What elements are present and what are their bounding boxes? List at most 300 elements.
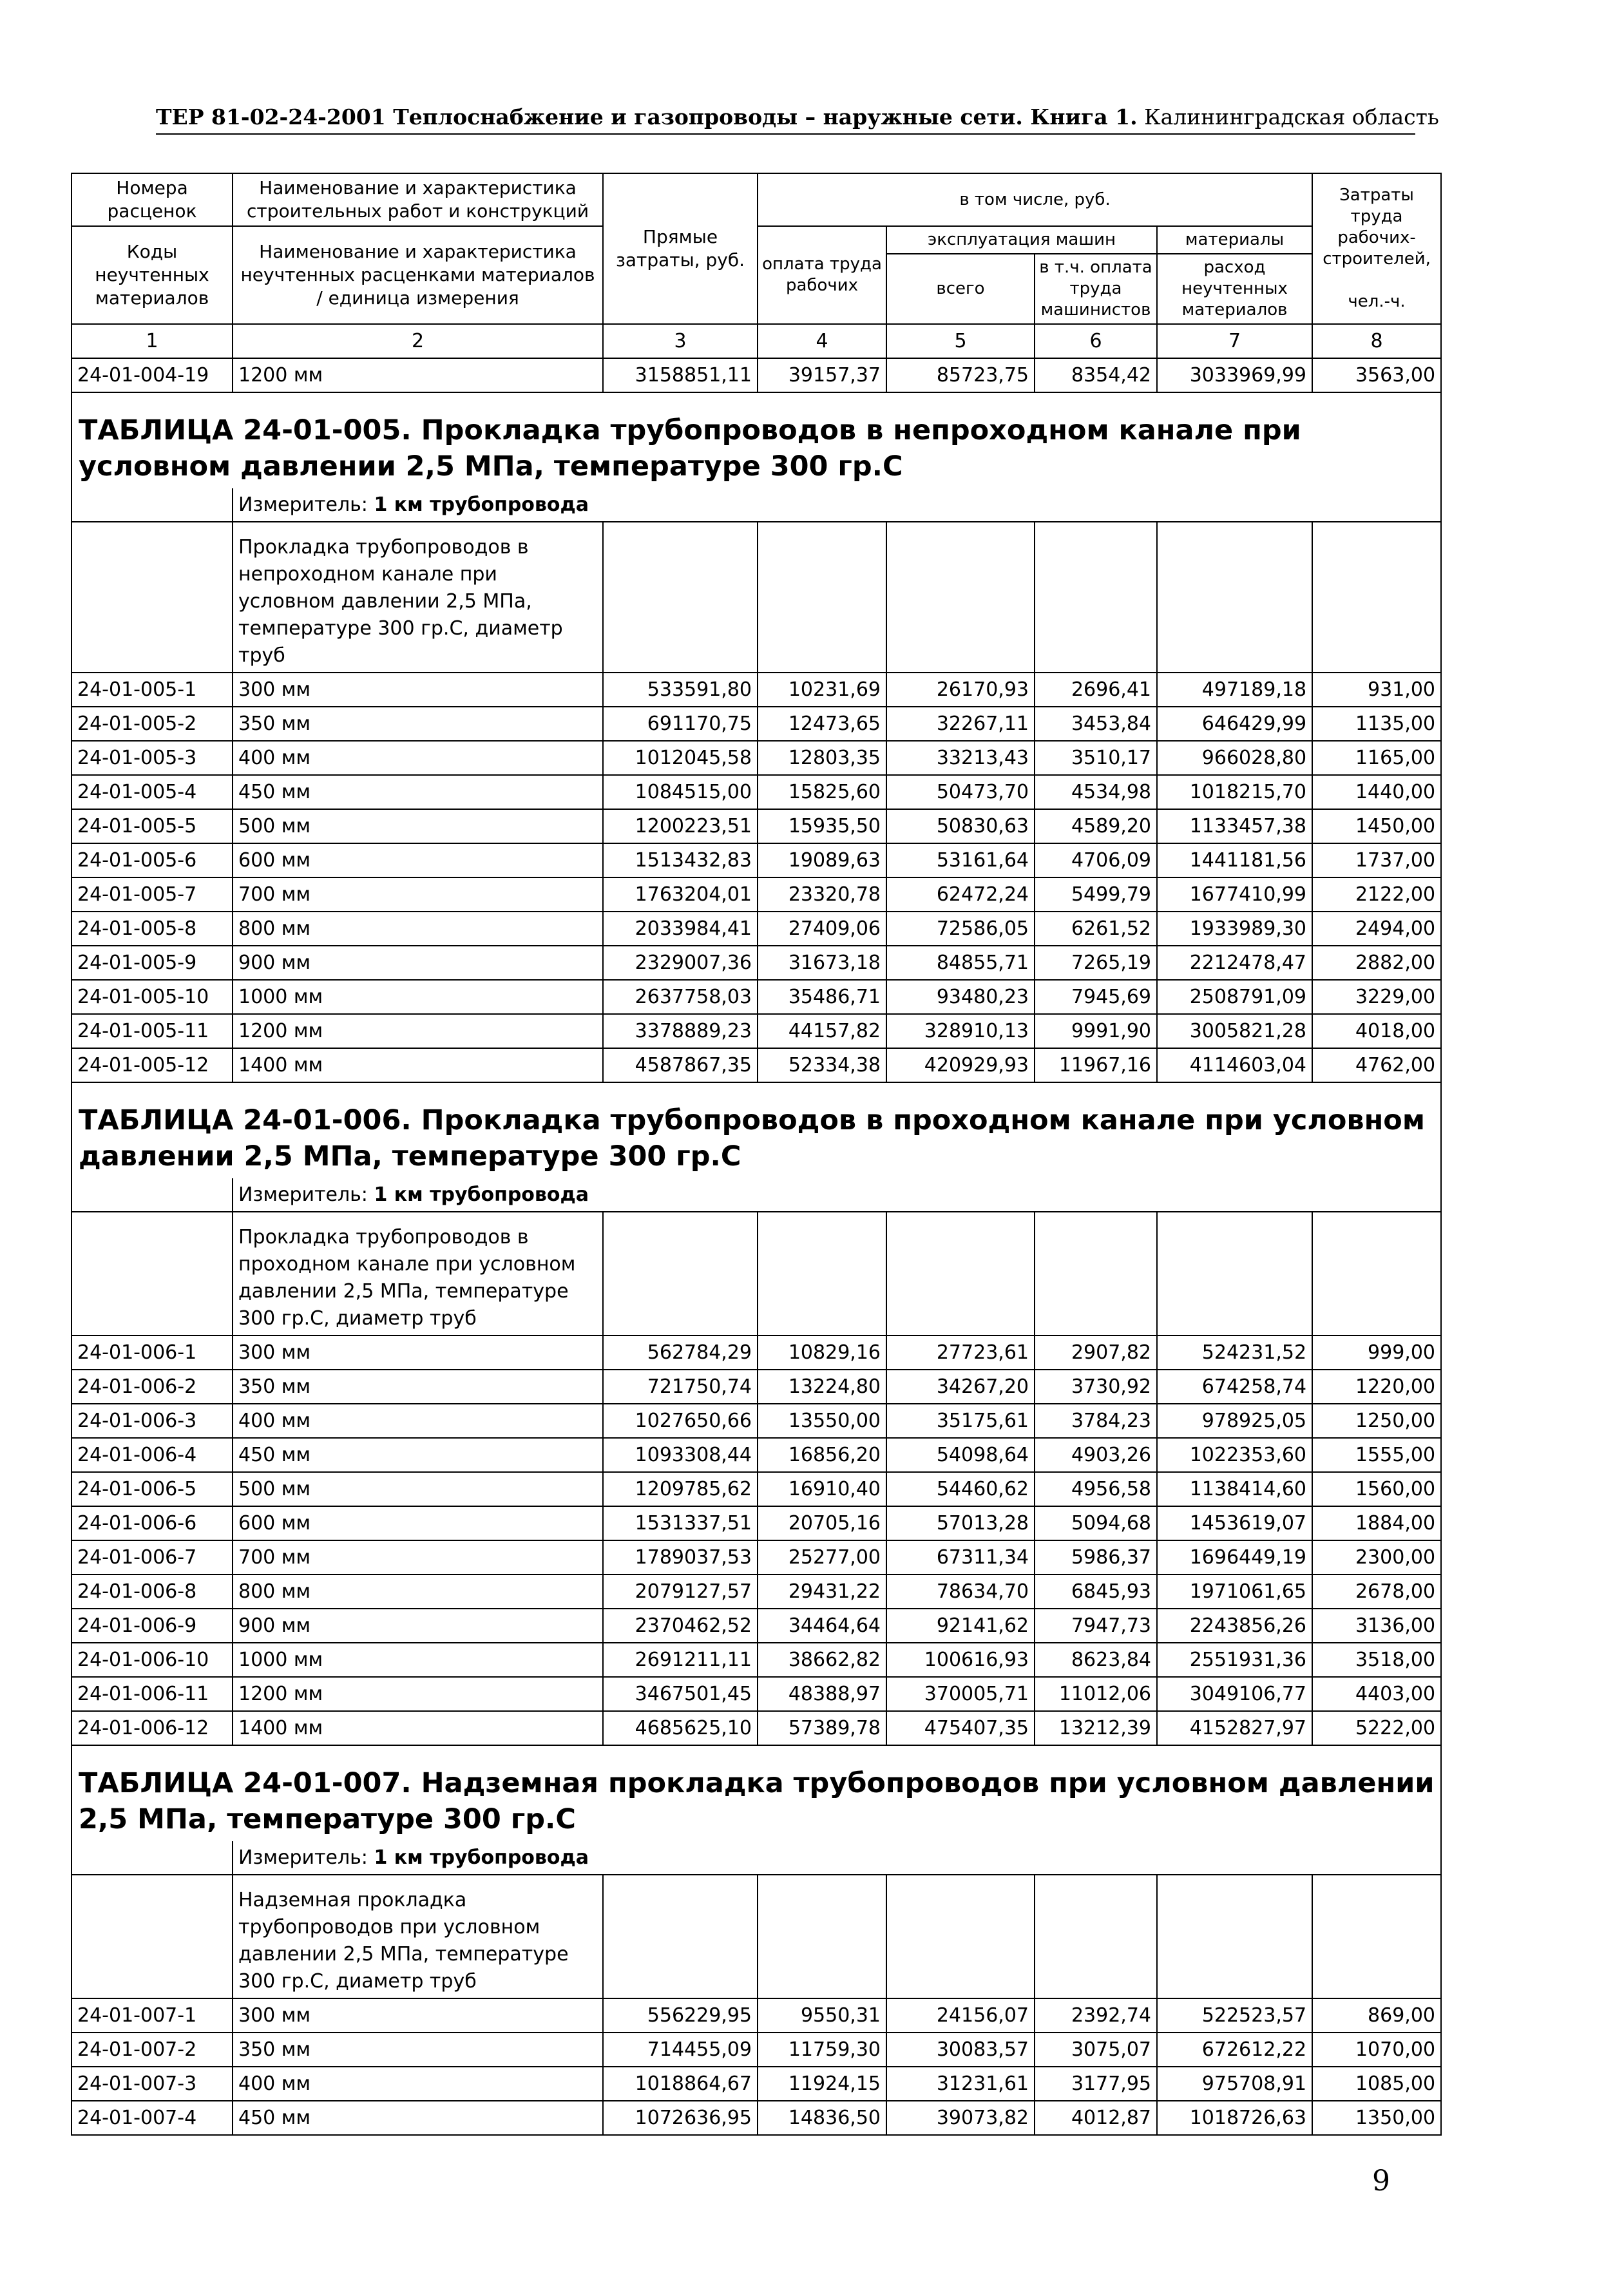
direct-cost: 556229,95: [603, 1998, 758, 2033]
table-row: [72, 1404, 1441, 1438]
rate-code: 24-01-006-11: [72, 1677, 233, 1711]
rate-code: 24-01-005-2: [72, 707, 233, 741]
machines-total: 84855,71: [886, 946, 1035, 980]
direct-cost: 2691211,11: [603, 1643, 758, 1677]
table-row: [72, 1014, 1441, 1048]
column-number: 4: [758, 324, 886, 358]
worker-pay: 52334,38: [758, 1048, 886, 1082]
labor-hours: 931,00: [1312, 673, 1441, 707]
col4-header: оплата труда рабочих: [758, 226, 886, 324]
operator-pay: 7945,69: [1035, 980, 1157, 1014]
header-row-1: [72, 173, 1441, 226]
machines-total: 93480,23: [886, 980, 1035, 1014]
rate-code: 24-01-006-3: [72, 1404, 233, 1438]
worker-pay: 38662,82: [758, 1643, 886, 1677]
section-description: Прокладка трубопроводов в непроходном канале при условном давлении 2,5 МПа, температуре 300 гр.С, диаметр труб: [233, 522, 603, 673]
labor-hours: 3563,00: [1312, 358, 1441, 392]
labor-hours: 2300,00: [1312, 1540, 1441, 1574]
rate-name: 1000 мм: [233, 1643, 603, 1677]
machines-total: 370005,71: [886, 1677, 1035, 1711]
worker-pay: 16856,20: [758, 1438, 886, 1472]
column-number: 6: [1035, 324, 1157, 358]
empty-cell: [758, 1212, 886, 1335]
rate-name: 500 мм: [233, 1472, 603, 1506]
operator-pay: 4534,98: [1035, 775, 1157, 809]
table-row: [72, 1048, 1441, 1082]
rate-name: 450 мм: [233, 2101, 603, 2135]
table-row: [72, 1370, 1441, 1404]
table-row: [72, 673, 1441, 707]
table-row: [72, 1643, 1441, 1677]
table-row: [72, 1677, 1441, 1711]
labor-hours: 2122,00: [1312, 877, 1441, 912]
rate-code: 24-01-006-8: [72, 1574, 233, 1609]
direct-cost: 1018864,67: [603, 2067, 758, 2101]
description-row: [72, 1875, 1441, 1998]
machines-total: 328910,13: [886, 1014, 1035, 1048]
meter-row: [72, 1841, 1441, 1875]
rate-name: 700 мм: [233, 1540, 603, 1574]
rate-code: 24-01-005-8: [72, 912, 233, 946]
table-row: [72, 2033, 1441, 2067]
direct-cost: 1513432,83: [603, 843, 758, 877]
labor-hours: 999,00: [1312, 1335, 1441, 1370]
labor-hours: 4018,00: [1312, 1014, 1441, 1048]
materials-cost: 1018215,70: [1157, 775, 1312, 809]
col3-header: Прямые затраты, руб.: [603, 173, 758, 324]
column-number: 3: [603, 324, 758, 358]
machines-total: 54098,64: [886, 1438, 1035, 1472]
materials-cost: 978925,05: [1157, 1404, 1312, 1438]
meter-label: Измеритель:: [238, 1846, 368, 1869]
table-row: [72, 843, 1441, 877]
materials-cost: 497189,18: [1157, 673, 1312, 707]
machines-total: 72586,05: [886, 912, 1035, 946]
rate-code: 24-01-006-6: [72, 1506, 233, 1540]
operator-pay: 7947,73: [1035, 1609, 1157, 1643]
table-row: [72, 1335, 1441, 1370]
direct-cost: 3467501,45: [603, 1677, 758, 1711]
rate-code: 24-01-007-4: [72, 2101, 233, 2135]
table-row: [72, 946, 1441, 980]
meter-row: [72, 488, 1441, 522]
labor-hours: 869,00: [1312, 1998, 1441, 2033]
worker-pay: 12473,65: [758, 707, 886, 741]
operator-pay: 6261,52: [1035, 912, 1157, 946]
direct-cost: 1531337,51: [603, 1506, 758, 1540]
operator-pay: 8623,84: [1035, 1643, 1157, 1677]
rate-name: 300 мм: [233, 673, 603, 707]
rates-table: [71, 173, 1442, 2136]
empty-cell: [1035, 1875, 1157, 1998]
materials-cost: 1453619,07: [1157, 1506, 1312, 1540]
header-title: ТЕР 81-02-24-2001 Теплоснабжение и газопроводы – наружные сети. Книга 1.: [156, 104, 1138, 129]
worker-pay: 10231,69: [758, 673, 886, 707]
table-row: [72, 1574, 1441, 1609]
rate-name: 700 мм: [233, 877, 603, 912]
materials-cost: 524231,52: [1157, 1335, 1312, 1370]
table-row: [72, 1998, 1441, 2033]
table-row: [72, 707, 1441, 741]
worker-pay: 39157,37: [758, 358, 886, 392]
empty-cell: [886, 522, 1035, 673]
worker-pay: 44157,82: [758, 1014, 886, 1048]
labor-hours: 5222,00: [1312, 1711, 1441, 1745]
running-header: [156, 104, 1439, 135]
rate-name: 1000 мм: [233, 980, 603, 1014]
operator-pay: 6845,93: [1035, 1574, 1157, 1609]
direct-cost: 1027650,66: [603, 1404, 758, 1438]
empty-cell: [758, 522, 886, 673]
meter-label: Измеритель:: [238, 493, 368, 516]
direct-cost: 2329007,36: [603, 946, 758, 980]
labor-hours: 1884,00: [1312, 1506, 1441, 1540]
rate-name: 300 мм: [233, 1998, 603, 2033]
table-row: [72, 2067, 1441, 2101]
labor-hours: 1165,00: [1312, 741, 1441, 775]
col8-header-b: чел.-ч.: [1348, 292, 1406, 311]
section-title-row: [72, 1745, 1441, 1841]
materials-cost: 3033969,99: [1157, 358, 1312, 392]
page-number: 9: [1372, 2165, 1390, 2197]
empty-cell: [1312, 522, 1441, 673]
worker-pay: 11759,30: [758, 2033, 886, 2067]
column-number: 1: [72, 324, 233, 358]
rate-name: 600 мм: [233, 843, 603, 877]
rate-code: 24-01-007-1: [72, 1998, 233, 2033]
materials-cost: 646429,99: [1157, 707, 1312, 741]
rate-name: 400 мм: [233, 741, 603, 775]
operator-pay: 2696,41: [1035, 673, 1157, 707]
materials-header: материалы: [1157, 226, 1312, 254]
machines-total: 67311,34: [886, 1540, 1035, 1574]
col7-header: расход неучтенных материалов: [1157, 254, 1312, 324]
direct-cost: 2079127,57: [603, 1574, 758, 1609]
rate-name: 1200 мм: [233, 358, 603, 392]
labor-hours: 1350,00: [1312, 2101, 1441, 2135]
rate-name: 400 мм: [233, 2067, 603, 2101]
meter-value: 1 км трубопровода: [374, 1183, 589, 1206]
materials-cost: 4114603,04: [1157, 1048, 1312, 1082]
labor-hours: 3229,00: [1312, 980, 1441, 1014]
machines-total: 39073,82: [886, 2101, 1035, 2135]
direct-cost: 721750,74: [603, 1370, 758, 1404]
labor-hours: 4762,00: [1312, 1048, 1441, 1082]
rate-code: 24-01-005-9: [72, 946, 233, 980]
machines-total: 85723,75: [886, 358, 1035, 392]
worker-pay: 13550,00: [758, 1404, 886, 1438]
worker-pay: 10829,16: [758, 1335, 886, 1370]
rate-name: 350 мм: [233, 1370, 603, 1404]
operator-pay: 13212,39: [1035, 1711, 1157, 1745]
worker-pay: 35486,71: [758, 980, 886, 1014]
operator-pay: 4956,58: [1035, 1472, 1157, 1506]
labor-hours: 3518,00: [1312, 1643, 1441, 1677]
meter-spacer: [72, 1178, 233, 1212]
operator-pay: 4012,87: [1035, 2101, 1157, 2135]
col1-header-top: Номера расценок: [72, 173, 233, 226]
machines-total: 31231,61: [886, 2067, 1035, 2101]
machines-total: 100616,93: [886, 1643, 1035, 1677]
rate-code: 24-01-006-12: [72, 1711, 233, 1745]
worker-pay: 13224,80: [758, 1370, 886, 1404]
materials-cost: 1696449,19: [1157, 1540, 1312, 1574]
meter-line: [233, 1841, 1441, 1875]
machines-total: 475407,35: [886, 1711, 1035, 1745]
rate-code: 24-01-006-9: [72, 1609, 233, 1643]
rate-code: 24-01-006-7: [72, 1540, 233, 1574]
direct-cost: 1084515,00: [603, 775, 758, 809]
machines-total: 62472,24: [886, 877, 1035, 912]
section-title-row: [72, 1082, 1441, 1178]
materials-cost: 1133457,38: [1157, 809, 1312, 843]
labor-hours: 1555,00: [1312, 1438, 1441, 1472]
rate-name: 1400 мм: [233, 1048, 603, 1082]
meter-value: 1 км трубопровода: [374, 493, 589, 516]
rate-code: 24-01-005-3: [72, 741, 233, 775]
empty-cell: [72, 1875, 233, 1998]
materials-cost: 672612,22: [1157, 2033, 1312, 2067]
materials-cost: 1441181,56: [1157, 843, 1312, 877]
direct-cost: 3378889,23: [603, 1014, 758, 1048]
operator-pay: 4589,20: [1035, 809, 1157, 843]
operator-pay: 3730,92: [1035, 1370, 1157, 1404]
table-row: [72, 1506, 1441, 1540]
operator-pay: 5094,68: [1035, 1506, 1157, 1540]
column-number: 7: [1157, 324, 1312, 358]
table-row: [72, 358, 1441, 392]
machines-total: 92141,62: [886, 1609, 1035, 1643]
column-numbers-row: [72, 324, 1441, 358]
empty-cell: [1035, 522, 1157, 673]
section-title: ТАБЛИЦА 24-01-006. Прокладка трубопроводов в проходном канале при условном давлении 2,5 МПа, температуре 300 гр.С: [72, 1082, 1441, 1178]
empty-cell: [1035, 1212, 1157, 1335]
machines-total: 420929,93: [886, 1048, 1035, 1082]
machines-total: 33213,43: [886, 741, 1035, 775]
rate-name: 1200 мм: [233, 1014, 603, 1048]
worker-pay: 11924,15: [758, 2067, 886, 2101]
section-title: ТАБЛИЦА 24-01-007. Надземная прокладка трубопроводов при условном давлении 2,5 МПа, температуре 300 гр.С: [72, 1745, 1441, 1841]
direct-cost: 2033984,41: [603, 912, 758, 946]
rate-code: 24-01-005-7: [72, 877, 233, 912]
direct-cost: 1012045,58: [603, 741, 758, 775]
machines-total: 50830,63: [886, 809, 1035, 843]
empty-cell: [1157, 1875, 1312, 1998]
materials-cost: 1971061,65: [1157, 1574, 1312, 1609]
col1-header-bottom: Коды неучтенных материалов: [72, 226, 233, 324]
direct-cost: 1200223,51: [603, 809, 758, 843]
labor-hours: 4403,00: [1312, 1677, 1441, 1711]
materials-cost: 674258,74: [1157, 1370, 1312, 1404]
materials-cost: 3049106,77: [1157, 1677, 1312, 1711]
labor-hours: 1560,00: [1312, 1472, 1441, 1506]
machines-total: 27723,61: [886, 1335, 1035, 1370]
rate-code: 24-01-005-1: [72, 673, 233, 707]
rate-name: 600 мм: [233, 1506, 603, 1540]
labor-hours: 1085,00: [1312, 2067, 1441, 2101]
meter-spacer: [72, 1841, 233, 1875]
rate-code: 24-01-005-5: [72, 809, 233, 843]
section-title: ТАБЛИЦА 24-01-005. Прокладка трубопроводов в непроходном канале при условном давлении 2,5 МПа, температуре 300 гр.С: [72, 392, 1441, 488]
table-row: [72, 775, 1441, 809]
rate-name: 800 мм: [233, 1574, 603, 1609]
direct-cost: 533591,80: [603, 673, 758, 707]
rate-name: 350 мм: [233, 2033, 603, 2067]
worker-pay: 31673,18: [758, 946, 886, 980]
table-row: [72, 741, 1441, 775]
machines-total: 30083,57: [886, 2033, 1035, 2067]
labor-hours: 2882,00: [1312, 946, 1441, 980]
direct-cost: 1789037,53: [603, 1540, 758, 1574]
rate-code: 24-01-005-10: [72, 980, 233, 1014]
rate-name: 450 мм: [233, 1438, 603, 1472]
operator-pay: 3177,95: [1035, 2067, 1157, 2101]
operator-pay: 4903,26: [1035, 1438, 1157, 1472]
empty-cell: [758, 1875, 886, 1998]
labor-hours: 1440,00: [1312, 775, 1441, 809]
machines-total: 26170,93: [886, 673, 1035, 707]
table-row: [72, 809, 1441, 843]
materials-cost: 2243856,26: [1157, 1609, 1312, 1643]
rate-name: 800 мм: [233, 912, 603, 946]
direct-cost: 714455,09: [603, 2033, 758, 2067]
description-row: [72, 522, 1441, 673]
table-row: [72, 1609, 1441, 1643]
materials-cost: 1677410,99: [1157, 877, 1312, 912]
table-row: [72, 1438, 1441, 1472]
rate-code: 24-01-007-3: [72, 2067, 233, 2101]
operator-pay: 3784,23: [1035, 1404, 1157, 1438]
operator-pay: 5986,37: [1035, 1540, 1157, 1574]
operator-pay: 11012,06: [1035, 1677, 1157, 1711]
worker-pay: 23320,78: [758, 877, 886, 912]
rate-code: 24-01-006-1: [72, 1335, 233, 1370]
header-region: Калининградская область: [1144, 104, 1439, 129]
col6-header: в т.ч. оплата труда машинистов: [1035, 254, 1157, 324]
operator-pay: 2907,82: [1035, 1335, 1157, 1370]
rate-name: 500 мм: [233, 809, 603, 843]
col2-header-bottom: Наименование и характеристика неучтенных расценками материалов / единица измерения: [233, 226, 603, 324]
labor-hours: 3136,00: [1312, 1609, 1441, 1643]
table-row: [72, 1711, 1441, 1745]
materials-cost: 3005821,28: [1157, 1014, 1312, 1048]
meter-value: 1 км трубопровода: [374, 1846, 589, 1869]
operator-pay: 11967,16: [1035, 1048, 1157, 1082]
materials-cost: 975708,91: [1157, 2067, 1312, 2101]
rate-code: 24-01-004-19: [72, 358, 233, 392]
machines-total: 32267,11: [886, 707, 1035, 741]
labor-hours: 2678,00: [1312, 1574, 1441, 1609]
column-number: 2: [233, 324, 603, 358]
materials-cost: 1022353,60: [1157, 1438, 1312, 1472]
section-title-row: [72, 392, 1441, 488]
empty-cell: [603, 1875, 758, 1998]
rates-table-body: [72, 173, 1441, 2135]
rate-code: 24-01-005-11: [72, 1014, 233, 1048]
rate-code: 24-01-006-2: [72, 1370, 233, 1404]
direct-cost: 1763204,01: [603, 877, 758, 912]
rate-code: 24-01-005-4: [72, 775, 233, 809]
rate-code: 24-01-007-2: [72, 2033, 233, 2067]
direct-cost: 4685625,10: [603, 1711, 758, 1745]
operator-pay: 8354,42: [1035, 358, 1157, 392]
rate-name: 900 мм: [233, 1609, 603, 1643]
empty-cell: [1312, 1212, 1441, 1335]
column-number: 5: [886, 324, 1035, 358]
empty-cell: [1157, 1212, 1312, 1335]
worker-pay: 57389,78: [758, 1711, 886, 1745]
table-row: [72, 877, 1441, 912]
rate-name: 350 мм: [233, 707, 603, 741]
direct-cost: 3158851,11: [603, 358, 758, 392]
rate-name: 450 мм: [233, 775, 603, 809]
empty-cell: [886, 1212, 1035, 1335]
col2-header-top: Наименование и характеристика строительных работ и конструкций: [233, 173, 603, 226]
worker-pay: 25277,00: [758, 1540, 886, 1574]
rate-code: 24-01-005-12: [72, 1048, 233, 1082]
section-description: Прокладка трубопроводов в проходном канале при условном давлении 2,5 МПа, температуре 300 гр.С, диаметр труб: [233, 1212, 603, 1335]
operator-pay: 5499,79: [1035, 877, 1157, 912]
worker-pay: 16910,40: [758, 1472, 886, 1506]
materials-cost: 2551931,36: [1157, 1643, 1312, 1677]
worker-pay: 12803,35: [758, 741, 886, 775]
rate-code: 24-01-006-10: [72, 1643, 233, 1677]
direct-cost: 562784,29: [603, 1335, 758, 1370]
empty-cell: [72, 522, 233, 673]
machines-total: 53161,64: [886, 843, 1035, 877]
worker-pay: 34464,64: [758, 1609, 886, 1643]
labor-hours: 1070,00: [1312, 2033, 1441, 2067]
machines-total: 34267,20: [886, 1370, 1035, 1404]
materials-cost: 1018726,63: [1157, 2101, 1312, 2135]
machines-total: 78634,70: [886, 1574, 1035, 1609]
meter-line: [233, 488, 1441, 522]
worker-pay: 15935,50: [758, 809, 886, 843]
direct-cost: 2637758,03: [603, 980, 758, 1014]
col8-header: [1312, 173, 1441, 324]
labor-hours: 1250,00: [1312, 1404, 1441, 1438]
table-row: [72, 912, 1441, 946]
empty-cell: [886, 1875, 1035, 1998]
direct-cost: 2370462,52: [603, 1609, 758, 1643]
labor-hours: 1220,00: [1312, 1370, 1441, 1404]
empty-cell: [1312, 1875, 1441, 1998]
machines-total: 24156,07: [886, 1998, 1035, 2033]
direct-cost: 1093308,44: [603, 1438, 758, 1472]
materials-cost: 1933989,30: [1157, 912, 1312, 946]
materials-cost: 966028,80: [1157, 741, 1312, 775]
meter-spacer: [72, 488, 233, 522]
operator-pay: 4706,09: [1035, 843, 1157, 877]
worker-pay: 48388,97: [758, 1677, 886, 1711]
empty-cell: [603, 1212, 758, 1335]
worker-pay: 27409,06: [758, 912, 886, 946]
operator-pay: 9991,90: [1035, 1014, 1157, 1048]
empty-cell: [1157, 522, 1312, 673]
machines-total: 57013,28: [886, 1506, 1035, 1540]
materials-cost: 522523,57: [1157, 1998, 1312, 2033]
machines-header: эксплуатация машин: [886, 226, 1157, 254]
section-description: Надземная прокладка трубопроводов при условном давлении 2,5 МПа, температуре 300 гр.С, диаметр труб: [233, 1875, 603, 1998]
worker-pay: 9550,31: [758, 1998, 886, 2033]
worker-pay: 19089,63: [758, 843, 886, 877]
table-row: [72, 980, 1441, 1014]
operator-pay: 3453,84: [1035, 707, 1157, 741]
materials-cost: 2508791,09: [1157, 980, 1312, 1014]
rate-name: 900 мм: [233, 946, 603, 980]
rate-name: 1400 мм: [233, 1711, 603, 1745]
machines-total: 35175,61: [886, 1404, 1035, 1438]
